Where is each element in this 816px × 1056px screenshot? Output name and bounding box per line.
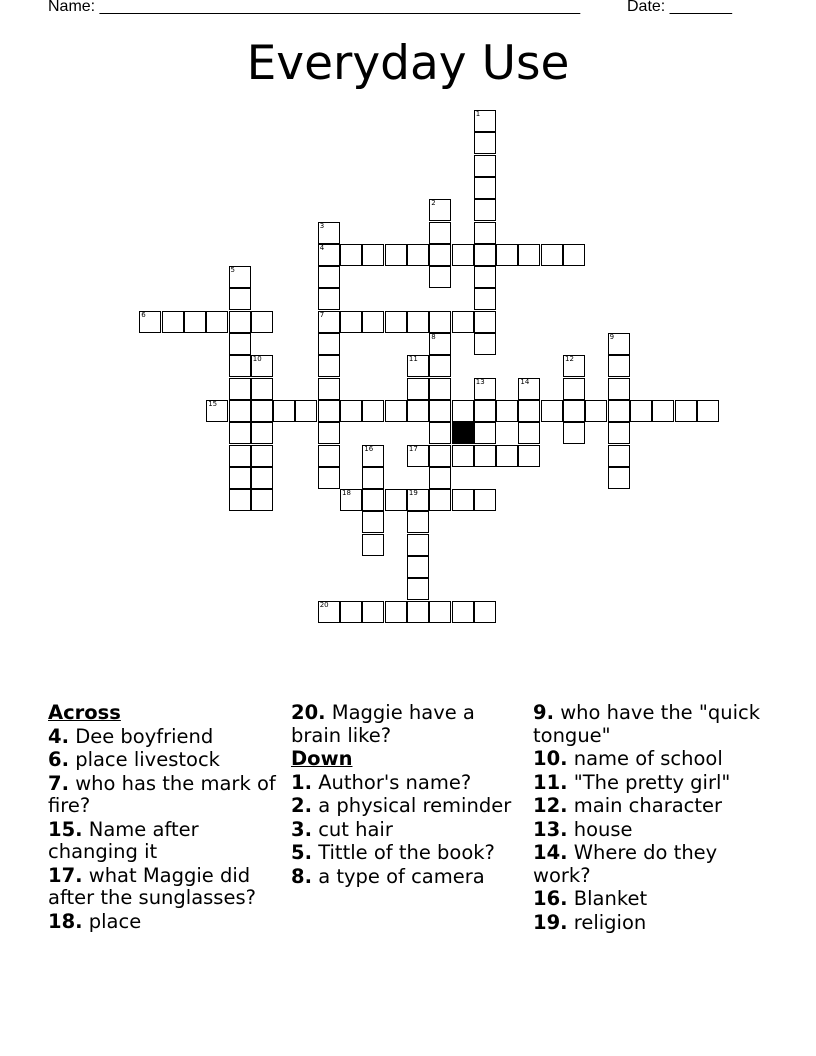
grid-cell[interactable]: [229, 400, 251, 422]
grid-cell[interactable]: [496, 400, 518, 422]
clue-number: 7.: [48, 771, 69, 795]
grid-cell[interactable]: [340, 244, 362, 266]
grid-cell[interactable]: [563, 400, 585, 422]
grid-cell[interactable]: [229, 489, 251, 511]
cell-number: 20: [319, 600, 329, 609]
grid-cell[interactable]: [541, 400, 563, 422]
grid-cell[interactable]: [452, 445, 474, 467]
down-clue: [533, 795, 763, 818]
grid-cell[interactable]: [340, 601, 362, 623]
clue-number: 10.: [533, 747, 568, 770]
down-clue: [533, 819, 763, 842]
grid-cell[interactable]: [318, 288, 340, 310]
date-field-label: Date: _______: [627, 0, 732, 15]
clue-number: 5.: [291, 841, 312, 864]
clue-text: Name after changing it: [48, 817, 199, 863]
clue-number: 6.: [48, 748, 69, 771]
grid-cell[interactable]: [385, 244, 407, 266]
grid-cell[interactable]: [229, 288, 251, 310]
grid-cell[interactable]: [429, 311, 451, 333]
clue-number: 17.: [48, 863, 83, 887]
grid-cell[interactable]: [318, 222, 340, 244]
grid-cell[interactable]: [541, 244, 563, 266]
grid-cell[interactable]: [318, 422, 340, 444]
grid-cell[interactable]: [474, 378, 496, 400]
cell-number: 4: [319, 243, 325, 252]
grid-cell[interactable]: [229, 378, 251, 400]
clue-number: 15.: [48, 817, 83, 841]
clues-column-2: [291, 702, 521, 889]
cell-number: 15: [208, 399, 218, 408]
clue-text: a type of camera: [318, 864, 485, 888]
across-clue: [48, 819, 278, 864]
grid-cell[interactable]: [452, 601, 474, 623]
grid-cell[interactable]: [429, 222, 451, 244]
grid-cell[interactable]: [474, 489, 496, 511]
grid-cell[interactable]: [518, 378, 540, 400]
grid-cell[interactable]: [429, 445, 451, 467]
grid-cell[interactable]: [385, 489, 407, 511]
grid-cell[interactable]: [474, 288, 496, 310]
clue-number: 2.: [291, 794, 312, 817]
grid-cell[interactable]: [251, 489, 273, 511]
grid-cell[interactable]: [407, 489, 429, 511]
grid-cell[interactable]: [385, 311, 407, 333]
cell-number: 2: [431, 199, 436, 208]
grid-cell[interactable]: [340, 311, 362, 333]
grid-cell[interactable]: [251, 378, 273, 400]
grid-cell[interactable]: [608, 333, 630, 355]
grid-cell[interactable]: [474, 132, 496, 154]
grid-cell[interactable]: [318, 378, 340, 400]
grid-cell[interactable]: [518, 422, 540, 444]
grid-cell[interactable]: [608, 422, 630, 444]
grid-cell[interactable]: [407, 378, 429, 400]
grid-cell[interactable]: [362, 445, 384, 467]
grid-cell[interactable]: [429, 422, 451, 444]
clue-text: religion: [573, 910, 647, 934]
grid-cell[interactable]: [362, 244, 384, 266]
clues-column-1: [48, 702, 278, 934]
down-clue: [533, 842, 763, 887]
clue-number: 12.: [533, 794, 568, 817]
grid-cell[interactable]: [251, 422, 273, 444]
grid-cell[interactable]: [452, 311, 474, 333]
grid-cell[interactable]: [407, 355, 429, 377]
grid-cell[interactable]: [362, 601, 384, 623]
grid-cell[interactable]: [318, 333, 340, 355]
clue-text: cut hair: [318, 817, 393, 841]
grid-cell[interactable]: [251, 445, 273, 467]
grid-cell[interactable]: [496, 244, 518, 266]
grid-cell[interactable]: [563, 244, 585, 266]
down-clue: [291, 842, 521, 865]
across-clue: [48, 726, 278, 749]
down-clue: [533, 772, 763, 795]
grid-cell[interactable]: [318, 445, 340, 467]
clue-number: 19.: [533, 910, 568, 934]
down-clue: [533, 912, 763, 935]
across-clue: [48, 911, 278, 934]
down-clue: [533, 748, 763, 771]
grid-cell[interactable]: [206, 311, 228, 333]
grid-cell[interactable]: [429, 244, 451, 266]
clues-column-3: [533, 702, 763, 935]
cell-number: 17: [408, 444, 418, 453]
clue-number: 8.: [291, 864, 312, 888]
clue-number: 13.: [533, 817, 568, 841]
grid-cell[interactable]: [229, 355, 251, 377]
grid-cell[interactable]: [407, 601, 429, 623]
grid-cell[interactable]: [318, 467, 340, 489]
grid-cell[interactable]: [407, 511, 429, 533]
grid-cell[interactable]: [652, 400, 674, 422]
grid-cell[interactable]: [474, 400, 496, 422]
grid-cell[interactable]: [251, 467, 273, 489]
grid-cell[interactable]: [563, 378, 585, 400]
clue-text: who has the mark of fire?: [48, 771, 276, 817]
grid-cell[interactable]: [385, 400, 407, 422]
cell-number: 19: [408, 489, 418, 498]
black-square: [452, 422, 474, 444]
clue-text: house: [573, 817, 633, 841]
clue-number: 3.: [291, 817, 312, 841]
clue-number: 9.: [533, 701, 554, 724]
grid-cell[interactable]: [362, 511, 384, 533]
grid-cell[interactable]: [139, 311, 161, 333]
grid-cell[interactable]: [474, 422, 496, 444]
clue-text: place: [88, 909, 142, 933]
grid-cell[interactable]: [474, 222, 496, 244]
grid-cell[interactable]: [407, 534, 429, 556]
clue-text: Maggie have a brain like?: [291, 701, 475, 747]
name-field-label: Name: ______________________________________________________: [48, 0, 581, 15]
grid-cell[interactable]: [697, 400, 719, 422]
grid-cell[interactable]: [608, 355, 630, 377]
grid-cell[interactable]: [474, 333, 496, 355]
down-heading: Down: [291, 747, 353, 770]
grid-cell[interactable]: [362, 467, 384, 489]
grid-cell[interactable]: [429, 467, 451, 489]
clue-text: main character: [573, 794, 723, 817]
grid-cell[interactable]: [407, 578, 429, 600]
grid-cell[interactable]: [496, 445, 518, 467]
grid-cell[interactable]: [407, 311, 429, 333]
grid-cell[interactable]: [318, 355, 340, 377]
grid-cell[interactable]: [184, 311, 206, 333]
grid-cell[interactable]: [229, 333, 251, 355]
grid-cell[interactable]: [429, 199, 451, 221]
grid-cell[interactable]: [295, 400, 317, 422]
down-clue: [533, 888, 763, 911]
clue-text: what Maggie did after the sunglasses?: [48, 863, 256, 909]
cell-number: 13: [475, 377, 485, 386]
grid-cell[interactable]: [251, 400, 273, 422]
grid-cell[interactable]: [318, 266, 340, 288]
clue-number: 4.: [48, 724, 69, 748]
cell-number: 3: [319, 221, 325, 230]
grid-cell[interactable]: [518, 445, 540, 467]
grid-cell[interactable]: [452, 489, 474, 511]
clue-text: Where do they work?: [533, 841, 718, 887]
cell-number: 16: [364, 444, 374, 453]
grid-cell[interactable]: [407, 445, 429, 467]
grid-cell[interactable]: [429, 355, 451, 377]
down-clue: [291, 772, 521, 795]
grid-cell[interactable]: [318, 244, 340, 266]
grid-cell[interactable]: [585, 400, 607, 422]
clue-number: 11.: [533, 770, 568, 794]
grid-cell[interactable]: [229, 266, 251, 288]
grid-cell[interactable]: [229, 422, 251, 444]
across-clue: [48, 773, 278, 818]
across-clue: [48, 865, 278, 910]
grid-cell[interactable]: [429, 489, 451, 511]
grid-cell[interactable]: [429, 378, 451, 400]
grid-cell[interactable]: [474, 177, 496, 199]
across-clue: [291, 702, 521, 747]
clue-text: a physical reminder: [318, 794, 512, 817]
grid-cell[interactable]: [362, 534, 384, 556]
cell-number: 1: [475, 110, 481, 118]
grid-cell[interactable]: [251, 311, 273, 333]
grid-cell[interactable]: [229, 311, 251, 333]
page-title: Everyday Use: [246, 36, 570, 91]
grid-cell[interactable]: [474, 266, 496, 288]
grid-cell[interactable]: [474, 155, 496, 177]
cell-number: 12: [565, 355, 574, 364]
grid-cell[interactable]: [251, 355, 273, 377]
grid-cell[interactable]: [474, 244, 496, 266]
grid-cell[interactable]: [452, 244, 474, 266]
grid-cell[interactable]: [474, 445, 496, 467]
down-clue: [291, 819, 521, 842]
clue-text: "The pretty girl": [573, 770, 731, 794]
clue-number: 18.: [48, 909, 83, 933]
grid-cell[interactable]: [229, 445, 251, 467]
clue-text: Author's name?: [318, 770, 472, 794]
clue-number: 14.: [533, 841, 568, 864]
grid-cell[interactable]: [608, 378, 630, 400]
grid-cell[interactable]: [340, 400, 362, 422]
grid-cell[interactable]: [630, 400, 652, 422]
grid-cell[interactable]: [407, 400, 429, 422]
grid-cell[interactable]: [518, 400, 540, 422]
clue-text: name of school: [573, 747, 723, 770]
clue-text: Dee boyfriend: [75, 724, 214, 748]
clue-text: Blanket: [573, 887, 648, 910]
clue-text: place livestock: [75, 748, 220, 771]
cell-number: 10: [252, 355, 262, 364]
grid-cell[interactable]: [608, 400, 630, 422]
grid-cell[interactable]: [608, 467, 630, 489]
grid-cell[interactable]: [318, 400, 340, 422]
grid-cell[interactable]: [474, 311, 496, 333]
down-clue: [291, 866, 521, 889]
grid-cell[interactable]: [452, 400, 474, 422]
cell-number: 5: [230, 266, 235, 275]
down-clue: [291, 795, 521, 818]
grid-cell[interactable]: [162, 311, 184, 333]
cell-number: 8: [431, 333, 436, 341]
grid-cell[interactable]: [474, 110, 496, 132]
clue-number: 16.: [533, 887, 568, 910]
across-clue: [48, 749, 278, 772]
grid-cell[interactable]: [273, 400, 295, 422]
grid-cell[interactable]: [362, 400, 384, 422]
grid-cell[interactable]: [675, 400, 697, 422]
cell-number: 14: [520, 377, 530, 386]
grid-cell[interactable]: [407, 556, 429, 578]
grid-cell[interactable]: [429, 333, 451, 355]
grid-cell[interactable]: [318, 311, 340, 333]
cell-number: 9: [609, 333, 615, 341]
cell-number: 18: [342, 489, 351, 498]
cell-number: 11: [408, 355, 418, 364]
grid-cell[interactable]: [474, 199, 496, 221]
across-heading: Across: [48, 701, 121, 724]
cell-number: 6: [141, 310, 146, 319]
grid-cell[interactable]: [318, 601, 340, 623]
grid-cell[interactable]: [429, 266, 451, 288]
grid-cell[interactable]: [518, 244, 540, 266]
grid-cell[interactable]: [385, 601, 407, 623]
down-clue: [533, 702, 763, 747]
grid-cell[interactable]: [608, 445, 630, 467]
grid-cell[interactable]: [429, 601, 451, 623]
clue-number: 20.: [291, 701, 326, 724]
grid-cell[interactable]: [229, 467, 251, 489]
grid-cell[interactable]: [362, 489, 384, 511]
grid-cell[interactable]: [563, 422, 585, 444]
grid-cell[interactable]: [407, 244, 429, 266]
grid-cell[interactable]: [429, 400, 451, 422]
cell-number: 7: [319, 310, 325, 319]
grid-cell[interactable]: [362, 311, 384, 333]
grid-cell[interactable]: [474, 601, 496, 623]
clue-text: Tittle of the book?: [318, 841, 495, 864]
clue-number: 1.: [291, 770, 312, 794]
clues-section: [48, 702, 788, 962]
grid-cell[interactable]: [563, 355, 585, 377]
grid-cell[interactable]: [340, 489, 362, 511]
grid-cell[interactable]: [206, 400, 228, 422]
clue-text: who have the "quick tongue": [533, 701, 761, 747]
